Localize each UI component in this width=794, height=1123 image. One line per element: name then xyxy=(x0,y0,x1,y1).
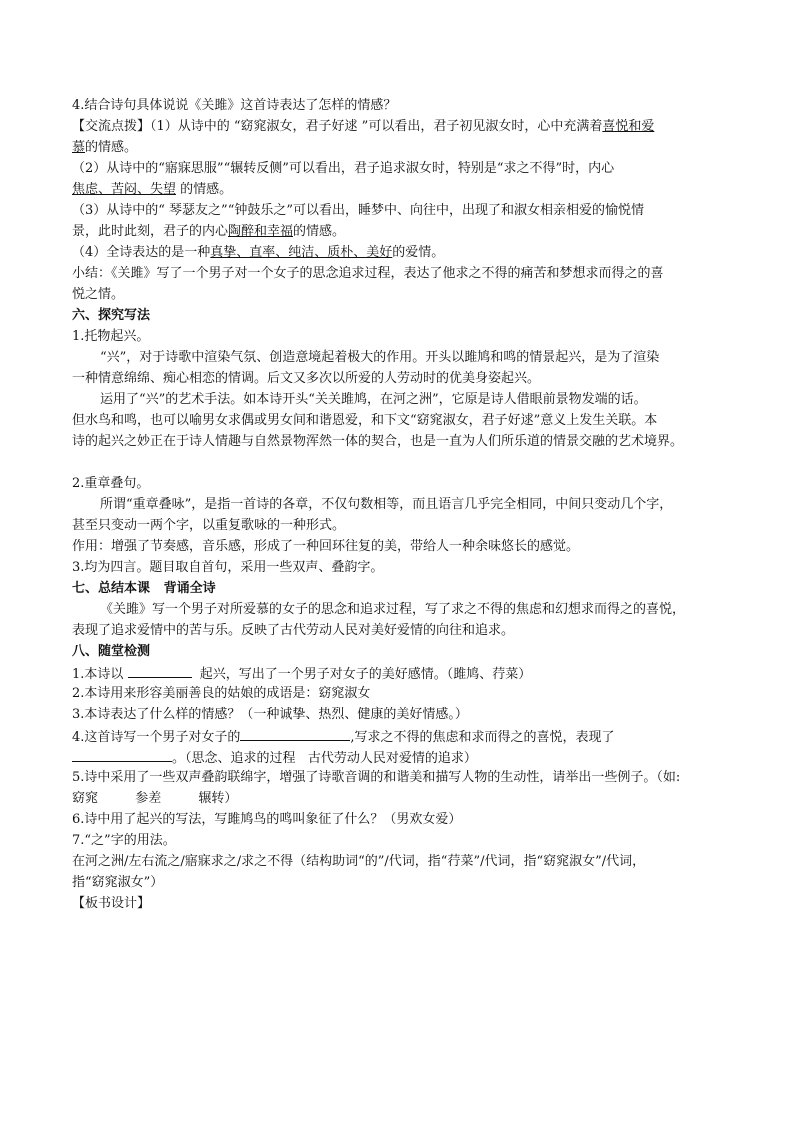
discussion-point-3-cont xyxy=(72,222,722,242)
text: 的情感。 xyxy=(85,140,138,155)
quiz-question-6: 6.诗中用了起兴的写法，写雎鸠鸟的鸣叫象征了什么？（男欢女爱） xyxy=(72,812,462,827)
subheading-3: 3.均为四言。题目取自首句，采用一些双声、叠韵字。 xyxy=(72,560,384,575)
answer-blank[interactable] xyxy=(240,726,350,741)
text: （4）全诗表达的是一种 xyxy=(72,245,211,260)
answer-blank[interactable] xyxy=(128,663,192,678)
board-design-heading: 【板书设计】 xyxy=(72,896,151,911)
text: 的情感。 xyxy=(176,182,233,197)
discussion-point-4 xyxy=(72,243,722,263)
summary-line-2: 悦之情。 xyxy=(72,287,125,302)
text: ,写求之不得的焦虑和求而得之的喜悦，表现了 xyxy=(350,730,615,745)
text: 景，此时此刻，君子的内心 xyxy=(72,224,229,239)
discussion-point-1 xyxy=(72,117,722,137)
quiz-question-5: 5.诗中采用了一些双声叠韵联绵字，增强了诗歌音调的和谐美和描写人物的生动性，请举出一些例子。（如: xyxy=(72,770,681,785)
question-4-title: 4.结合诗句具体说说《关雎》这首诗表达了怎样的情感？ xyxy=(72,98,397,113)
quiz-question-4-cont xyxy=(72,747,722,769)
answer-blank[interactable] xyxy=(72,747,172,762)
quiz-question-2: 2.本诗用来形容美丽善良的姑娘的成语是：窈窕淑女 xyxy=(72,686,371,701)
quiz-question-7-answer-cont: 指“窈窕淑女”） xyxy=(72,875,164,890)
paragraph-line: 所谓“重章叠咏”，是指一首诗的各章，不仅句数相等，而且语言几乎完全相同，中间只变动几个字， xyxy=(100,497,673,512)
underlined-answer: 焦虑、苦闷、失望 xyxy=(72,182,177,197)
paragraph-line: 但水鸟和鸣，也可以喻男女求偶或男女间和谐恩爱，和下文“窈窕淑女，君子好逑”意义上发生关联。本 xyxy=(72,413,658,428)
paragraph-line: 甚至只变动一两个字，以重复歌咏的一种形式。 xyxy=(72,518,346,533)
quiz-question-7-answer: 在河之洲/左右流之/寤寐求之/求之不得（结构助词“的”/代词，指“荇菜”/代词，指“窈窕淑女”/代词， xyxy=(72,854,646,869)
paragraph-line: “兴”，对于诗歌中渲染气氛、创造意境起着极大的作用。开头以雎鸠和鸣的情景起兴，是为了渲染 xyxy=(100,350,660,365)
underlined-answer: 喜悦和爱 xyxy=(602,119,655,134)
underlined-answer: 慕 xyxy=(72,140,86,155)
quiz-question-4 xyxy=(72,726,722,748)
paragraph-line: 一种情意绵绵、痴心相恋的情调。后文又多次以所爱的人劳动时的优美身姿起兴。 xyxy=(72,371,541,386)
paragraph-line: 表现了追求爱情中的苦与乐。反映了古代劳动人民对美好爱情的向往和追求。 xyxy=(72,623,515,638)
underlined-answer: 陶醉和幸福 xyxy=(228,224,294,239)
quiz-question-5-examples: 窈窕 参差 辗转） xyxy=(72,791,238,806)
text: 的爱情。 xyxy=(392,245,445,260)
section-6-heading: 六、探究写法 xyxy=(72,308,151,323)
paragraph-line: 诗的起兴之妙正在于诗人情趣与自然景物浑然一体的契合，也是一直为人们所乐道的情景交融的艺术境界。 xyxy=(72,434,684,449)
text: 1.本诗以 xyxy=(72,667,128,682)
quiz-question-1 xyxy=(72,663,722,685)
section-7-heading: 七、总结本课 背诵全诗 xyxy=(72,581,216,596)
underlined-answer: 真挚、直率、纯洁、质朴、美好 xyxy=(210,245,393,260)
text: 【交流点拨】（1）从诗中的 “窈窕淑女，君子好逑 ”可以看出，君子初见淑女时，心中充满着 xyxy=(72,119,603,134)
subheading-2: 2.重章叠句。 xyxy=(72,476,150,491)
discussion-point-3: （3）从诗中的“ 琴瑟友之”“钟鼓乐之”可以看出，睡梦中、向往中，出现了和淑女相亲相爱的愉悦情 xyxy=(72,203,644,218)
effect-line: 作用：增强了节奏感，音乐感，形成了一种回环往复的美，带给人一种余味悠长的感觉。 xyxy=(72,539,580,554)
text: 起兴，写出了一个男子对女子的美好感情。（雎鸠、荇菜） xyxy=(191,667,532,682)
discussion-point-1-cont xyxy=(72,138,722,158)
text: 。（思念、追求的过程 古代劳动人民对爱情的追求） xyxy=(172,751,477,766)
quiz-question-7: 7.“之”字的用法。 xyxy=(72,833,176,848)
discussion-point-2-cont xyxy=(72,180,722,200)
section-8-heading: 八、随堂检测 xyxy=(72,644,151,659)
paragraph-line: 运用了“兴”的艺术手法。如本诗开头“关关雎鸠，在河之洲”，它原是诗人借眼前景物发端的话。 xyxy=(100,392,647,407)
text: 的情感。 xyxy=(293,224,346,239)
subheading-1: 1.托物起兴。 xyxy=(72,329,150,344)
summary-line-1: 小结：《关雎》写了一个男子对一个女子的思念追求过程，表达了他求之不得的痛苦和梦想求而得之的喜 xyxy=(72,266,664,281)
paragraph-line: 《关雎》写一个男子对所爱慕的女子的思念和追求过程，写了求之不得的焦虑和幻想求而得之的喜悦， xyxy=(100,602,686,617)
quiz-question-3: 3.本诗表达了什么样的情感？（一种诚挚、热烈、健康的美好情感。） xyxy=(72,707,468,722)
text: 4.这首诗写一个男子对女子的 xyxy=(72,730,241,745)
discussion-point-2: （2）从诗中的“寤寐思服”“辗转反侧”可以看出，君子追求淑女时，特别是“求之不得”时，内心 xyxy=(72,161,615,176)
